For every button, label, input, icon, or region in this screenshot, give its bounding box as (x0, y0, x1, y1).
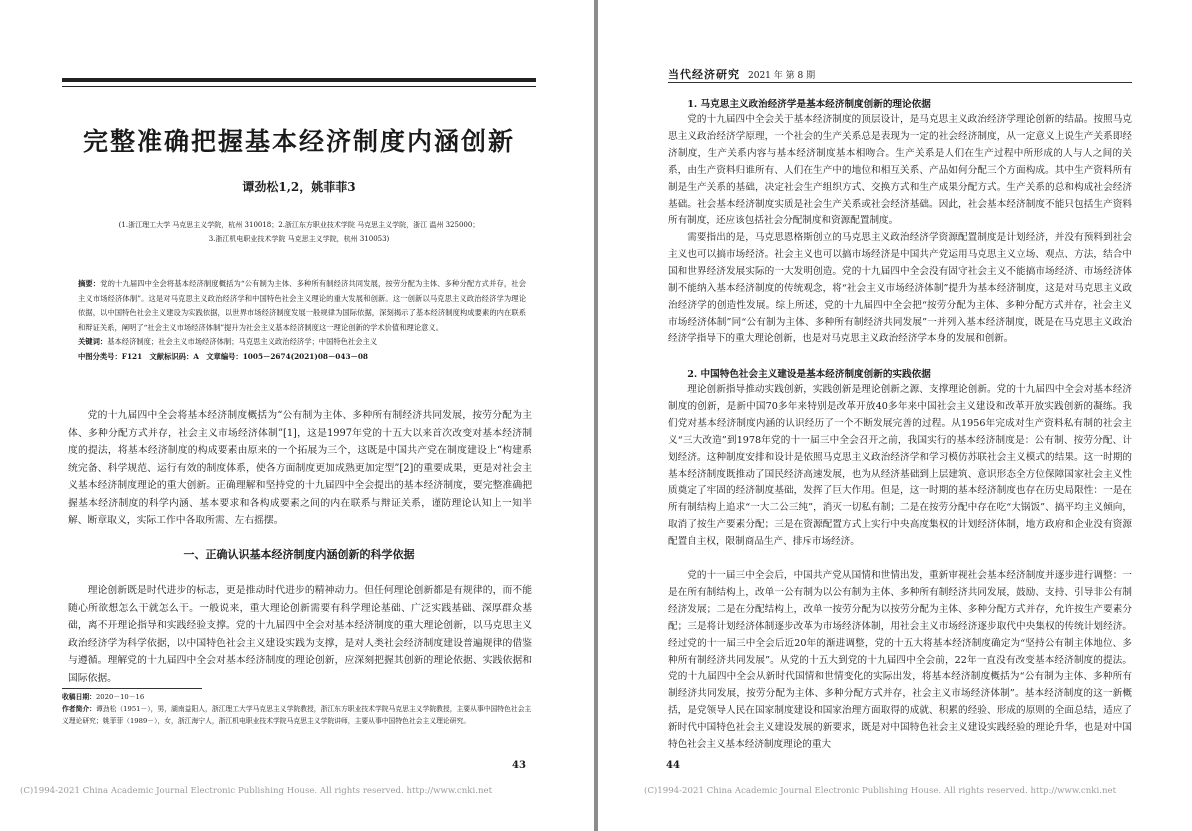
page-number: 43 (512, 760, 526, 771)
subsection-heading: 1. 马克思主义政治经济学是基本经济制度创新的理论依据 (687, 99, 931, 110)
journal-name: 当代经济研究 (668, 68, 740, 81)
received-label: 收稿日期： (62, 693, 96, 701)
author-intro: 谭劲松（1951－），男，湖南益阳人，浙江理工大学马克思主义学院教授，浙江东方职业技术学院马克思主义学院教授，主要从事中国特色社会主义理论研究；姚菲菲（1989－），女，浙江海宁人，浙江机电职业技术学院马克思主义学院讲师，主要从事中国特色社会主义理论研究。 (62, 705, 532, 725)
body-paragraph: 需要指出的是，马克思恩格斯创立的马克思主义政治经济学资源配置制度是计划经济，并没有预料到社会主义也可以搞市场经济。社会主义也可以搞市场经济是中国共产党运用马克思主义立场、观点、方法，结合中国和世界经济发展实际的一大发明创造。党的十九届四中全会没有固守社会主义不能搞市场经济、市场经济体制不能纳入基本经济制度的传统观念，将“社会主义市场经济体制”提升为基本经济制度，这是对马克思主义政治经济学的创造性发展。综上所述，党的十九届四中全会把“按劳分配为主体、多种分配方式并存，社会主义市场经济体制”同“公有制为主体、多种所有制经济共同发展”一并列入基本经济制度，既是在马克思主义政治经济学指导下的重大理论创新，也是对马克思主义政治经济学本身的发展和创新。 (668, 232, 1132, 345)
copyright-watermark: (C)1994-2021 China Academic Journal Electronic Publishing House. All rights reserved. http://www.cnki.net (644, 786, 1117, 796)
affiliation-line: (1.浙江理工大学 马克思主义学院，杭州 310018；2.浙江东方职业技术学院 马克思主义学院，浙江 温州 325000； (118, 221, 480, 229)
header-rule-thick (62, 78, 536, 82)
section-paragraph: 理论创新既是时代进步的标志，更是推动时代进步的精神动力。但任何理论创新都是有规律的，而不能随心所欲想怎么干就怎么干。一般说来，重大理论创新需要有科学理论基础、广泛实践基础、深厚群众基础，离不开理论指导和实践经验支撑。党的十九届四中全会对基本经济制度的重大理论创新，以马克思主义政治经济学为科学依据，以中国特色社会主义建设实践为支撑，是对人类社会经济制度建设普遍规律的借鉴与遵循。理解党的十九届四中全会对基本经济制度的理论创新，应深刻把握其创新的理论依据、实践依据和国际依据。 (68, 585, 532, 684)
article-title: 完整准确把握基本经济制度内涵创新 (82, 127, 515, 156)
header-rule-thin (62, 86, 536, 87)
footnote-rule (62, 688, 202, 689)
page-43 (0, 0, 594, 831)
page-number: 44 (666, 760, 680, 771)
keywords-line (78, 335, 526, 350)
subsection-heading: 2. 中国特色社会主义建设是基本经济制度创新的实践依据 (687, 369, 931, 380)
page-44 (598, 0, 1192, 831)
received-date: 2020－10－16 (95, 693, 145, 701)
running-header (668, 66, 1132, 83)
author-intro-line (62, 703, 532, 727)
abstract-block (78, 277, 526, 364)
body-paragraph: 党的十一届三中全会后，中国共产党从国情和世情出发，重新审视社会基本经济制度并逐步进行调整：一是在所有制结构上，改单一公有制为以公有制为主体、多种所有制经济共同发展，鼓励、支持、引导非公有制经济发展；二是在分配结构上，改单一按劳分配为以按劳分配为主体、多种分配方式并存，允许按生产要素分配；三是将计划经济体制逐步改革为市场经济体制，用社会主义市场经济逐步取代中央集权的传统计划经济。经过党的十一届三中全会后近20年的渐进调整，党的十五大将基本经济制度确定为“坚持公有制主体地位、多种所有制经济共同发展”。从党的十五大到党的十九届四中全会前，22年一直没有改变基本经济制度的提法。党的十九届四中全会从新时代国情和世情变化的实际出发，将基本经济制度概括为“公有制为主体、多种所有制经济共同发展，按劳分配为主体、多种分配方式并存，社会主义市场经济体制”。基本经济制度的这一新概括，是党领导人民在国家制度建设和国家治理方面取得的成就、积累的经验、形成的原则的全面总结，适应了新时代中国特色社会主义建设发展的新要求，既是对中国特色社会主义建设实践经验的理论升华，也是对中国特色社会主义基本经济制度理论的重大 (668, 570, 1132, 751)
classification-line: 中图分类号：F121 文献标识码：A 文章编号：1005－2674(2021)08－043－08 (78, 351, 368, 361)
copyright-watermark: (C)1994-2021 China Academic Journal Electronic Publishing House. All rights reserved. http://www.cnki.net (20, 786, 493, 796)
affiliations (110, 218, 488, 246)
abstract-text: 党的十九届四中全会将基本经济制度概括为“公有制为主体、多种所有制经济共同发展，按劳分配为主体、多种分配方式并存，社会主义市场经济体制”。这是对马克思主义政治经济学和中国特色社会主义理论的重大发展和创新。这一创新以马克思主义政治经济学为理论依据，以中国特色社会主义建设为实践依据，以世界市场经济制度发展一般规律为国际依据，深刻揭示了基本经济制度构成要素的内在联系和辩证关系，阐明了“社会主义市场经济体制”提升为社会主义基本经济制度这一理论创新的学术价值和理论意义。 (78, 279, 526, 332)
article-authors: 谭劲松1,2，姚菲菲3 (242, 180, 356, 194)
keywords-label: 关键词： (78, 337, 108, 346)
author-intro-label: 作者简介： (62, 705, 96, 713)
body-paragraph: 党的十九届四中全会关于基本经济制度的顶层设计，是马克思主义政治经济学理论创新的结晶。按照马克思主义政治经济学原理，一个社会的生产关系总是表现为一定的社会经济制度，从一定意义上说生产关系即经济制度，生产关系内容与基本经济制度基本相吻合。生产关系是人们在生产过程中所形成的人与人之间的关系，由生产资料归谁所有、人们在生产中的地位和相互关系、产品如何分配三个方面构成。其中生产资料所有制是生产关系的基础，决定社会生产组织方式、交换方式和生产成果分配方式。生产关系的总和构成社会经济基础。社会基本经济制度实质是社会生产关系或社会经济基础。因此，社会基本经济制度不能只包括生产资料所有制度，还应该包括社会分配制度和资源配置制度。 (668, 114, 1132, 227)
abstract-label: 摘要： (78, 279, 101, 288)
intro-paragraph: 党的十九届四中全会将基本经济制度概括为“公有制为主体、多种所有制经济共同发展，按劳分配为主体、多种分配方式并存，社会主义市场经济体制”[1]，这是1997年党的十五大以来首次改变对基本经济制度的提法，将基本经济制度的构成要素由原来的一个拓展为三个，这既是中国共产党在制度建设上“构建系统完备、科学规范、运行有效的制度体系，使各方面制度更加成熟更加定型”[2]的重要成果，更是对社会主义基本经济制度理论的重大创新。正确理解和坚持党的十九届四中全会提出的基本经济制度，要完整准确把握基本经济制度的科学内涵、基本要求和各构成要素之间的内在联系与辩证关系，谨防理论认知上一知半解、断章取义，实际工作中各取所需、左右摇摆。 (68, 410, 532, 526)
keywords-text: 基本经济制度；社会主义市场经济体制；马克思主义政治经济学；中国特色社会主义 (107, 337, 378, 346)
body-paragraph: 理论创新指导推动实践创新，实践创新是理论创新之源、支撑理论创新。党的十九届四中全会对基本经济制度的创新，是新中国70多年来特别是改革开放40多年来中国社会主义建设和改革开放实践创新的凝练。我们党对基本经济制度内涵的认识经历了一个不断发展完善的过程。从1956年完成对生产资料私有制的社会主义“三大改造”到1978年党的十一届三中全会召开之前，我国实行的基本经济制度是：公有制、按劳分配、计划经济。这种制度安排和设计是依照马克思主义政治经济学和学习模仿苏联社会主义模式的结果。这一时期的基本经济制度既推动了国民经济高速发展，也为从经济基础到上层建筑、意识形态全方位保障国家社会主义性质奠定了牢固的经济制度基础，发挥了巨大作用。但是，这一时期的基本经济制度也存在历史局限性：一是在所有制结构上追求“一大二公三纯”，消灭一切私有制；二是在按劳分配中存在吃“大锅饭”、搞平均主义倾向，取消了按生产要素分配；三是在资源配置方式上实行中央高度集权的计划经济体制，地方政府和企业没有资源配置自主权，限制商品生产、排斥市场经济。 (668, 384, 1132, 548)
affiliation-line: 3.浙江机电职业技术学院 马克思主义学院，杭州 310053) (208, 235, 390, 243)
received-date-line (62, 691, 532, 703)
section-heading: 一、正确认识基本经济制度内涵创新的科学依据 (183, 548, 415, 561)
journal-issue: 2021 年 第 8 期 (748, 71, 816, 81)
footnotes (62, 691, 532, 727)
